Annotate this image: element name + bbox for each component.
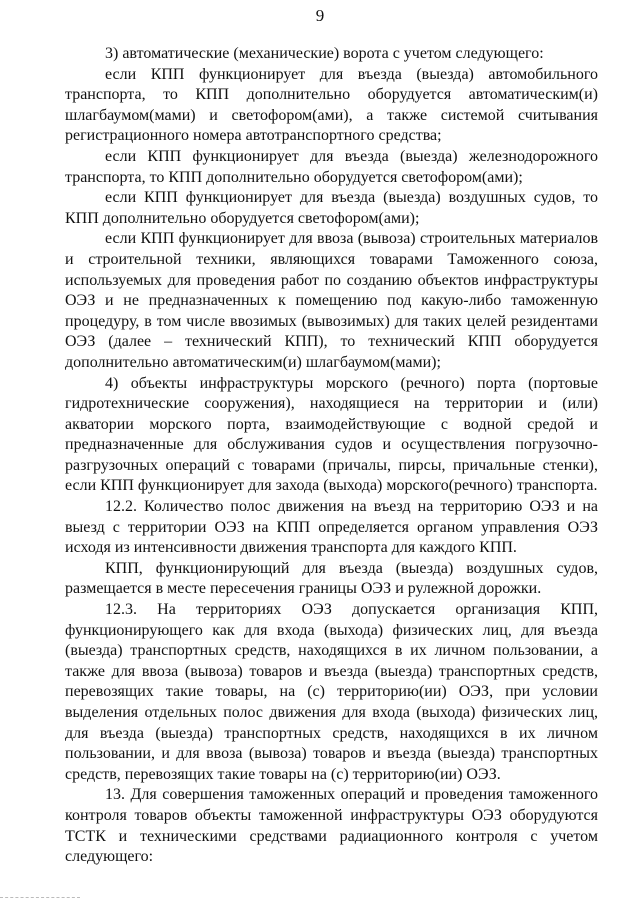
paragraph-rail-transport: если КПП функционирует для въезда (выезда) железнодорожного транспорта, то КПП дополнительно оборудуется светофором(ами); [65, 147, 598, 186]
paragraph-12-2-lanes: 12.2. Количество полос движения на въезд на территорию ОЭЗ и на выезд с территории ОЭЗ на КПП определяется органом управления ОЭЗ исходя из интенсивности движения транспорта для каждого КПП. [65, 498, 598, 557]
page-number: 9 [315, 6, 325, 25]
paragraph-12-3-organization: 12.3. На территориях ОЭЗ допускается организация КПП, функционирующего как для входа (выхода) физических лиц, для въезда (выезда) транспортных средств, находящихся в их личном пользовании, а также для ввоза (вывоза) товаров и въезда (выезда) транспортных средств, перевозящих такие товары, на (с) территорию(ии) ОЭЗ, при условии выделения отдельных полос движения для входа (выхода) физических лиц, для въезда (выезда) транспортных средств, находящихся в их личном пользовании, и для ввоза (вывоза) товаров и въезда (выезда) транспортных средств, перевозящих такие товары на (с) территорию(ии) ОЭЗ. [65, 601, 598, 783]
paragraph-technical-checkpoint: если КПП функционирует для ввоза (вывоза) строительных материалов и строительной техники, являющихся товарами Таможенного союза, используемых для проведения работ по созданию объектов инфраструктуры ОЭЗ и не предназначенных к помещению под какую-либо таможенную процедуру, в том числе ввозимых (вывозимых) для таких целей резидентами ОЭЗ (далее – технический КПП), то технический КПП оборудуется дополнительно автоматическим(и) шлагбаумом(мами); [65, 230, 598, 371]
paragraph-air-checkpoint-location: КПП, функционирующий для въезда (выезда) воздушных судов, размещается в месте пересечения границы ОЭЗ и рулежной дорожки. [65, 559, 598, 598]
paragraph-sea-port: 4) объекты инфраструктуры морского (речного) порта (портовые гидротехнические сооружения), находящиеся на территории и (или) акватории морского порта, взаимодействующие с водной средой и предназначенные для обслуживания судов и осуществления погрузочно-разгрузочных операций с товарами (причалы, пирсы, причальные стенки), если КПП функционирует для захода (выхода) морского(речного) транспорта. [65, 374, 598, 495]
paragraph-air-transport: если КПП функционирует для въезда (выезда) воздушных судов, то КПП дополнительно оборудуется светофором(ами); [65, 189, 598, 227]
paragraph-auto-transport: если КПП функционирует для въезда (выезда) автомобильного транспорта, то КПП дополнительно оборудуется автоматическим(и) шлагбаумом(мами) и светофором(ами), а также системой считывания регистрационного номера автотранспортного средства; [65, 65, 598, 145]
document-body [65, 44, 598, 868]
scan-artifact [0, 897, 80, 902]
paragraph-13-equipment: 13. Для совершения таможенных операций и проведения таможенного контроля товаров объекты таможенной инфраструктуры ОЭЗ оборудуются ТСТК и техническими средствами радиационного контроля с учетом следующего: [65, 786, 598, 866]
paragraph-automatic-gates: 3) автоматические (механические) ворота с учетом следующего: [105, 45, 544, 62]
